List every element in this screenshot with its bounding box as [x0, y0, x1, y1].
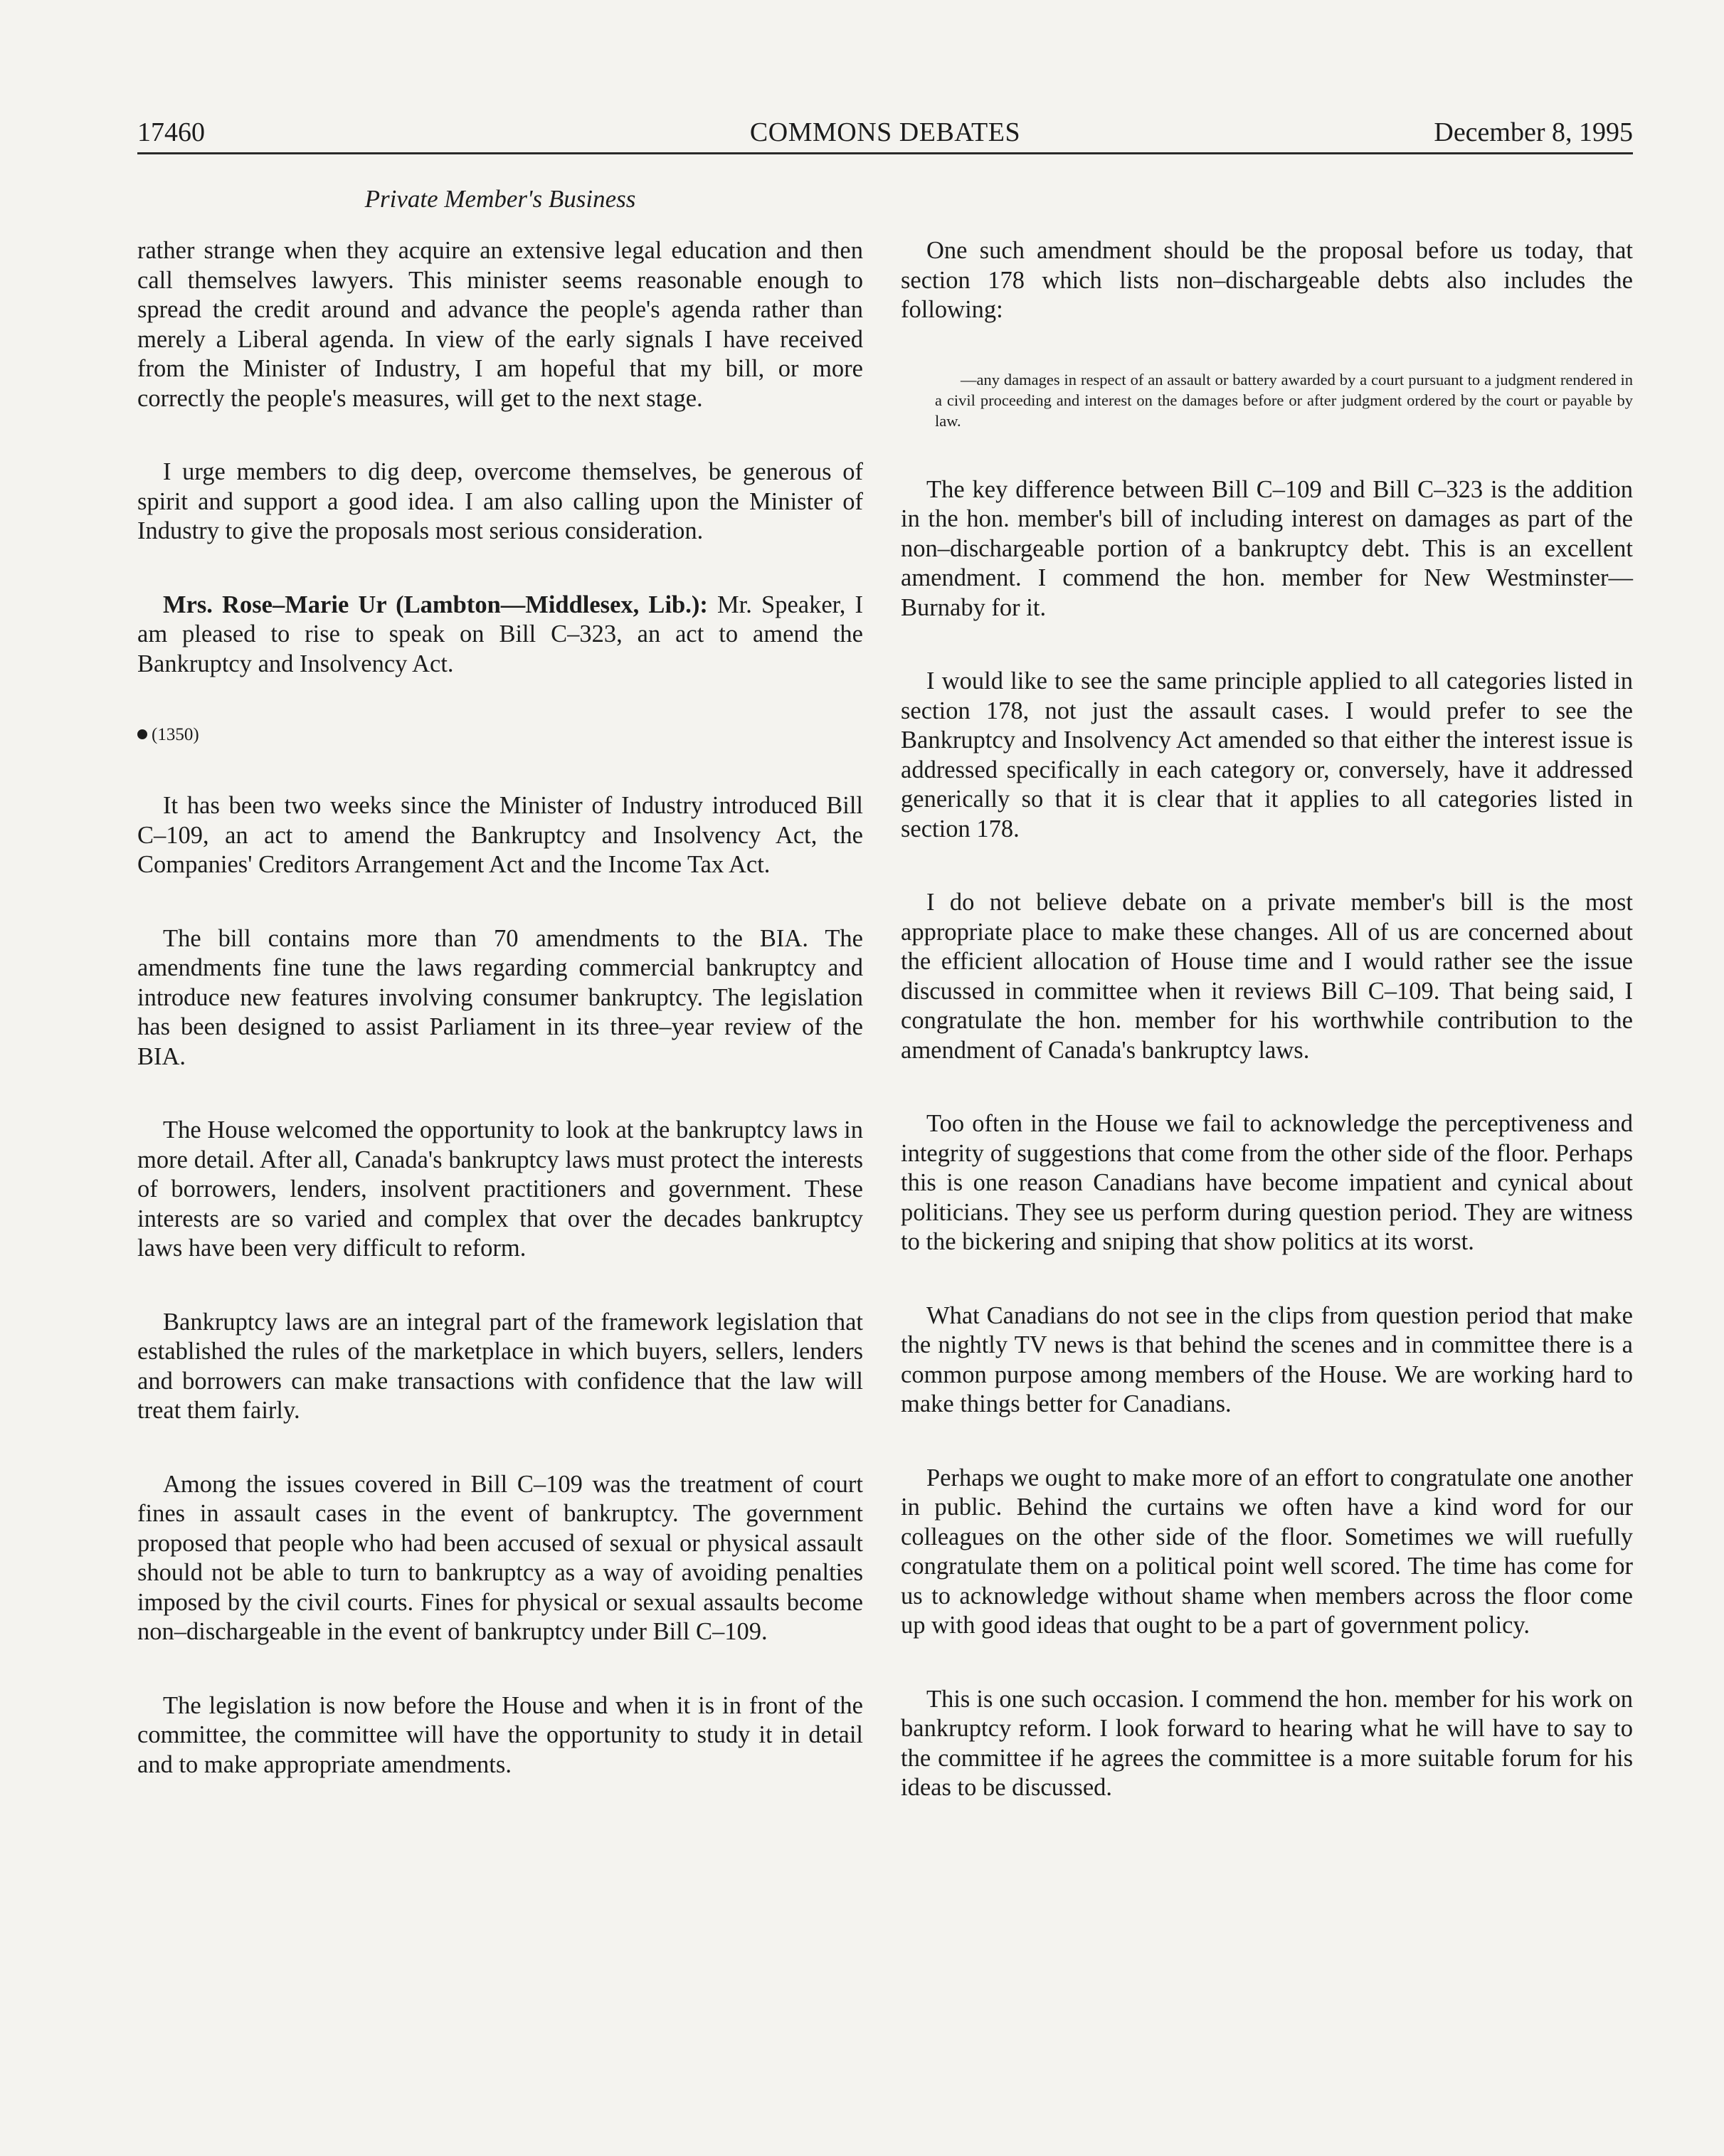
paragraph: This is one such occasion. I commend the hon. member for his work on bankruptcy reform. I look forward to hearing what he will have to say to the committee if he agrees the committee is a more suitable forum for his ideas to be discussed. — [901, 1685, 1633, 1801]
paragraph: I do not believe debate on a private member's bill is the most appropriate place to make these changes. All of us are concerned about the efficient allocation of House time and I would rather see the issue discussed in committee when it reviews Bill C–109. That being said, I congratulate the hon. member for his worthwhile contribution to the amendment of Canada's bankruptcy laws. — [901, 889, 1633, 1064]
paragraph: One such amendment should be the proposal before us today, that section 178 which lists non–dischargeable debts also includes the following: — [901, 237, 1633, 323]
time-marker-text: (1350) — [152, 725, 199, 744]
section-label: Private Member's Business — [364, 185, 636, 213]
paragraph: Among the issues covered in Bill C–109 was the treatment of court fines in assault cases in the event of bankruptcy. The government proposed that people who had been accused of sexual or physical assault should not be able to turn to bankruptcy as a way of avoiding penalties imposed by the civil courts. Fines for physical or sexual assaults become non–dischargeable in the event of bankruptcy under Bill C–109. — [137, 1470, 863, 1645]
paragraph: rather strange when they acquire an extensive legal education and then call themselves lawyers. This minister seems reasonable enough to spread the credit around and advance the people's agenda rather than merely a Liberal agenda. In view of the early signals I have received from the Minister of Industry, I am hopeful that my bill, or more correctly the people's measures, will get to the next stage. — [137, 237, 863, 412]
time-marker — [137, 723, 863, 747]
bullet-icon — [137, 729, 147, 739]
right-column — [901, 236, 1633, 1803]
paragraph: Perhaps we ought to make more of an effort to congratulate one another in public. Behind the curtains we often have a kind word for our colleagues on the other side of the floor. Sometimes we will ruefully congratulate them on a political point well scored. The time has come for us to acknowledge without shame when members across the floor come up with good ideas that ought to be a part of government policy. — [901, 1464, 1633, 1639]
page-number: 17460 — [137, 117, 205, 147]
paragraph: It has been two weeks since the Minister of Industry introduced Bill C–109, an act to amend the Bankruptcy and Insolvency Act, the Companies' Creditors Arrangement Act and the Income Tax Act. — [137, 792, 863, 878]
paragraph: I urge members to dig deep, overcome themselves, be generous of spirit and support a good idea. I am also calling upon the Minister of Industry to give the proposals most serious consideration. — [137, 458, 863, 544]
speech-paragraph — [137, 591, 863, 680]
speech-text: Mr. Speaker, I am pleased to rise to speak on Bill C–323, an act to amend the Bankruptcy and Insolvency Act. — [137, 591, 864, 677]
paragraph: What Canadians do not see in the clips from question period that make the nightly TV news is that behind the scenes and in committee there is a common purpose among members of the House. We are working hard to make things better for Canadians. — [901, 1301, 1633, 1417]
paragraph: The legislation is now before the House and when it is in front of the committee, the committee will have the opportunity to study it in detail and to make appropriate amendments. — [137, 1691, 863, 1778]
speaker-name: Mrs. Rose–Marie Ur (Lambton—Middlesex, Lib.): — [163, 591, 708, 618]
paragraph: The bill contains more than 70 amendments to the BIA. The amendments fine tune the laws regarding commercial bankruptcy and introduce new features involving consumer bankruptcy. The legislation has been designed to assist Parliament in its three–year review of the BIA. — [137, 924, 863, 1070]
left-column — [137, 236, 863, 1780]
paragraph: Bankruptcy laws are an integral part of the framework legislation that established the rules of the marketplace in which buyers, sellers, lenders and borrowers can make transactions with confidence that the law will treat them fairly. — [137, 1308, 863, 1424]
header-rule — [137, 152, 1633, 154]
paragraph: I would like to see the same principle applied to all categories listed in section 178, not just the assault cases. I would prefer to see the Bankruptcy and Insolvency Act amended so that either the interest issue is addressed specifically in each category or, conversely, have it addressed generically so that it is clear that it applies to all categories listed in section 178. — [901, 667, 1633, 842]
quoted-amendment: —any damages in respect of an assault or battery awarded by a court pursuant to a judgment rendered in a civil proceeding and interest on the damages before or after judgment ordered by the court or payable by law. — [935, 370, 1633, 430]
publication-title: COMMONS DEBATES — [749, 117, 1021, 147]
paragraph: The key difference between Bill C–109 and Bill C–323 is the addition in the hon. member's bill of including interest on damages as part of the non–dischargeable portion of a bankruptcy debt. This is an excellent amendment. I commend the hon. member for New Westminster—Burnaby for it. — [901, 475, 1633, 621]
page-header — [137, 114, 1633, 151]
paragraph: The House welcomed the opportunity to look at the bankruptcy laws in more detail. After all, Canada's bankruptcy laws must protect the interests of borrowers, lenders, insolvent practitioners and government. These interests are so varied and complex that over the decades bankruptcy laws have been very difficult to reform. — [137, 1116, 863, 1262]
publication-date: December 8, 1995 — [1434, 117, 1633, 147]
paragraph: Too often in the House we fail to acknowledge the perceptiveness and integrity of suggestions that come from the other side of the floor. Perhaps this is one reason Canadians have become impatient and cynical about politicians. They see us perform during question period. They are witness to the bickering and sniping that show politics at its worst. — [901, 1110, 1633, 1255]
